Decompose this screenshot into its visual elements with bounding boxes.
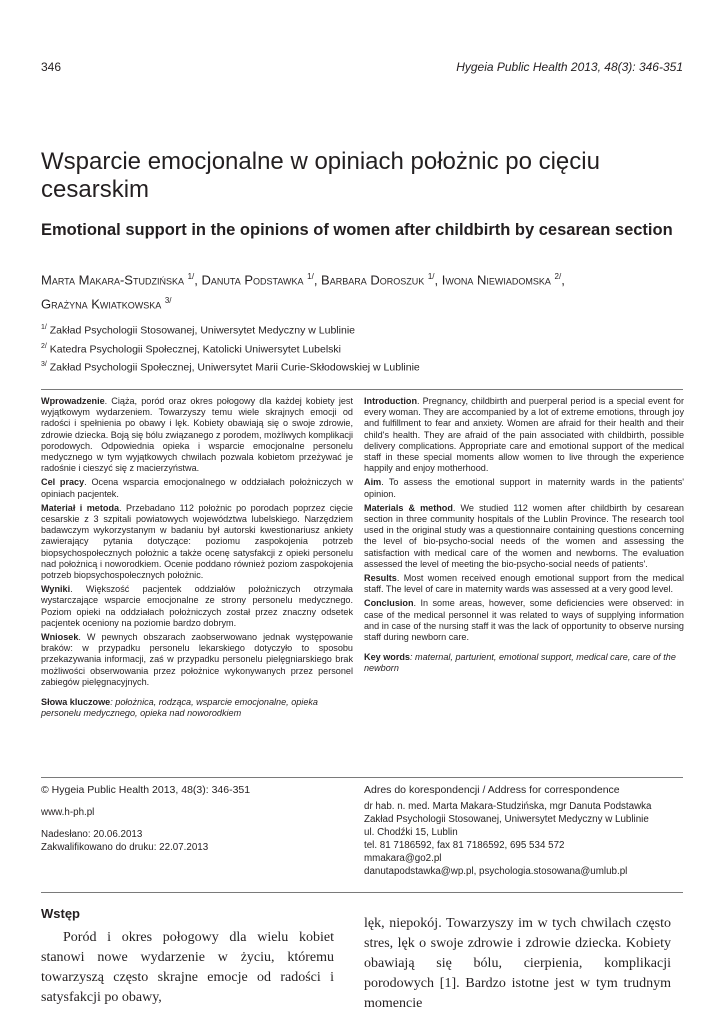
divider-bottom <box>41 892 683 893</box>
correspondence-line: dr hab. n. med. Marta Makara-Studzińska, mgr Danuta Podstawka <box>364 801 652 812</box>
keywords-text: : maternal, parturient, emotional support, medical care, care of the newborn <box>364 652 676 674</box>
author-separator: , <box>194 272 202 288</box>
abstract-english <box>364 396 684 678</box>
author-name: Barbara Doroszuk <box>321 272 425 288</box>
body-text-right: lęk, niepokój. Towarzyszy im w tych chwilach często stres, lęk o swoje zdrowie i zdrowie dziecka. Kobiety obawiają się bólu, cierpienia, komplikacji porodowych [1]. Bardzo istotne jest w tym trudnym momencie <box>364 916 671 1011</box>
section-text: . Większość pacjentek oddziałów położniczych otrzymała wystarczające wsparcie emocjonalne ze strony personelu medycznego. Poziom opieki na oddziałach położniczych został przez znaczny odsetek pacjentek oceniony na poziomie bardzo dobrym. <box>41 584 353 628</box>
section-label: Materials & method <box>364 502 453 513</box>
abstract-paragraph <box>364 573 684 595</box>
section-label: Introduction <box>364 396 418 406</box>
divider-top <box>41 389 683 390</box>
author-separator: , <box>561 272 565 288</box>
section-label: Wyniki <box>41 584 71 595</box>
journal-citation: Hygeia Public Health 2013, 48(3): 346-351 <box>456 60 683 74</box>
keywords-polish <box>41 697 353 719</box>
author-name: Danuta Podstawka <box>201 272 304 288</box>
correspondence-email[interactable]: danutapodstawka@wp.pl, psychologia.stosowana@umlub.pl <box>364 866 628 877</box>
affiliations <box>41 320 691 376</box>
author-name: Iwona Niewiadomska <box>441 272 551 288</box>
correspondence-email[interactable]: mmakara@go2.pl <box>364 853 442 864</box>
correspondence-line: tel. 81 7186592, fax 81 7186592, 695 534 572 <box>364 840 565 851</box>
author-affiliation-mark: 1/ <box>187 272 195 281</box>
section-label: Materiał i metoda <box>41 502 120 513</box>
section-label: Aim <box>364 477 382 488</box>
page-number: 346 <box>41 60 62 74</box>
article-title-english: Emotional support in the opinions of women after childbirth by cesarean section <box>41 221 673 239</box>
affiliation-item <box>41 357 691 376</box>
abstract-paragraph <box>41 477 353 499</box>
affiliation-mark: 2/ <box>41 342 47 350</box>
abstract-paragraph <box>41 632 353 688</box>
correspondence <box>364 784 684 878</box>
author-affiliation-mark: 2/ <box>554 272 562 281</box>
abstract-paragraph <box>41 396 353 474</box>
section-text: . Ciąża, poród oraz okres połogowy dla każdej kobiety jest wyjątkowym wydarzeniem. Towarzyszy temu wiele skrajnych emocji od radości i spełnienia po obawy i lęk. Kobiety obawiają się o swoje zdrowie, zdrowie dziecka. Boją się bólu związanego z porodem, możliwych komplikacji porodowych. Odpowiednia opieka i wsparcie emocjonalne personelu medycznego w tym wyjątkowych chwilach pozwala kobietom przeżywać je radośnie i cieszyć się z macierzyństwa. <box>41 396 353 474</box>
article-title-polish: Wsparcie emocjonalne w opiniach położnic po cięciu cesarskim <box>41 148 600 203</box>
keywords-english <box>364 652 684 674</box>
section-text: . Most women received enough emotional support from the medical staff. The level of care in maternity wards was assessed at a very good level. <box>364 573 684 595</box>
body-text-left: Poród i okres połogowy dla wielu kobiet stanowi nowe wydarzenie w życiu, któremu towarzyszą często skrajne emocje od radości i satysfakcji po obawy, <box>41 930 334 1005</box>
affiliation-text: Katedra Psychologii Społecznej, Katolicki Uniwersytet Lubelski <box>49 343 341 355</box>
affiliation-mark: 3/ <box>41 361 47 368</box>
affiliation-text: Zakład Psychologii Społecznej, Uniwersytet Marii Curie-Skłodowskiej w Lublinie <box>49 361 420 374</box>
author-name: Marta Makara-Studzińska <box>41 272 184 288</box>
abstract-paragraph <box>364 477 684 499</box>
divider-middle <box>41 777 683 778</box>
section-text: . W pewnych obszarach zaobserwowano jednak występowanie braków: w przypadku personelu lekarskiego dotyczyło to sposobu przekazywania informacji, zaś w przypadku personelu pielęgniarskiego brak możliwości obserwowania przez położnice wykonywanych przez personel zabiegów pielęgnacyjnych. <box>41 632 353 687</box>
keywords-label: Słowa kluczowe <box>41 697 111 708</box>
correspondence-line: Zakład Psychologii Stosowanej, Uniwersytet Medyczny w Lublinie <box>364 814 649 825</box>
author-name: Grażyna Kwiatkowska <box>41 296 162 312</box>
abstract-paragraph <box>364 598 684 643</box>
affiliation-mark: 1/ <box>41 324 47 331</box>
copyright-line: © Hygeia Public Health 2013, 48(3): 346-351 <box>41 784 251 796</box>
section-text: . Ocena wsparcia emocjonalnego w oddziałach położniczych w opiniach pacjentek. <box>41 477 353 499</box>
section-label: Wniosek <box>41 632 79 643</box>
section-label: Results <box>364 573 397 584</box>
submitted-date: Nadesłano: 20.06.2013 <box>41 829 143 840</box>
correspondence-heading: Adres do korespondencji / Address for correspondence <box>364 784 620 796</box>
correspondence-line: ul. Chodźki 15, Lublin <box>364 827 458 838</box>
keywords-text: : położnica, rodząca, wsparcie emocjonalne, opieka personelu medycznego, opieka nad noworodkiem <box>41 697 318 719</box>
section-text: . To assess the emotional support in maternity wards in the patients' opinion. <box>364 477 684 499</box>
author-list <box>41 266 691 315</box>
affiliation-text: Zakład Psychologii Stosowanej, Uniwersytet Medyczny w Lublinie <box>49 324 355 337</box>
section-label: Conclusion <box>364 598 414 609</box>
section-label: Wprowadzenie <box>41 396 105 406</box>
section-text: . We studied 112 women after childbirth by cesarean section in three community hospitals of the Lublin Province. The research tool used in the original study was a questionnaire containing questions concerning the level of bio-psycho-social needs of the women and assessing the satisfaction with medical care of the women and newborns. The evaluation assessed the level of meeting the bio-psycho-social needs of patients'. <box>364 502 684 569</box>
section-text: . Przebadano 112 położnic po porodach poprzez cięcie cesarskie z 3 szpitali powiatowych województwa lubelskiego. Narzędziem badawczym wykorzystanym w badaniu był autorski kwestionariusz ankiety zawierający pytania dotyczące: poziomu zaspokojenia potrzeb biopsychospołecznych położnic a także ocenę satysfakcji z opieki personelu nad położnicą i noworodkiem. Ocenie poddano również poziom zaspokojenia potrzeb biopsychospołecznych położnic. <box>41 502 353 581</box>
publication-info <box>41 784 341 854</box>
author-affiliation-mark: 1/ <box>427 272 435 281</box>
affiliation-item <box>41 339 691 358</box>
abstract-paragraph <box>41 584 353 629</box>
website-link[interactable]: www.h-ph.pl <box>41 807 95 818</box>
section-text: . Pregnancy, childbirth and puerperal period is a special event for every woman. They are accompanied by a lot of extreme emotions, through joy and fulfillment to fear and anxiety. Women are afraid for their health and their child's health. They are afraid of the pain associated with childbirth, possible delivery complications. Appropriate care and emotional support of the medical staff in these special moments allow women to live through the experience happily and enjoy motherhood. <box>364 396 684 474</box>
affiliation-item <box>41 320 691 339</box>
author-separator: , <box>313 272 322 288</box>
accepted-date: Zakwalifikowano do druku: 22.07.2013 <box>41 842 209 853</box>
section-text: . In some areas, however, some deficiencies were observed: in case of the medical personnel it was related to ways of supplying information and in case of the nursing staff it was the lack of opportunity to observe nursing staff during newborn care. <box>364 598 684 643</box>
abstract-paragraph <box>364 503 684 570</box>
abstract-paragraph <box>41 503 353 581</box>
author-separator: , <box>434 272 442 288</box>
section-label: Cel pracy <box>41 477 85 488</box>
author-affiliation-mark: 1/ <box>307 272 314 281</box>
author-affiliation-mark: 3/ <box>164 296 172 306</box>
keywords-label: Key words <box>364 652 410 663</box>
section-heading-intro: Wstęp <box>41 906 80 921</box>
abstract-paragraph <box>364 396 684 474</box>
abstract-polish <box>41 396 353 722</box>
